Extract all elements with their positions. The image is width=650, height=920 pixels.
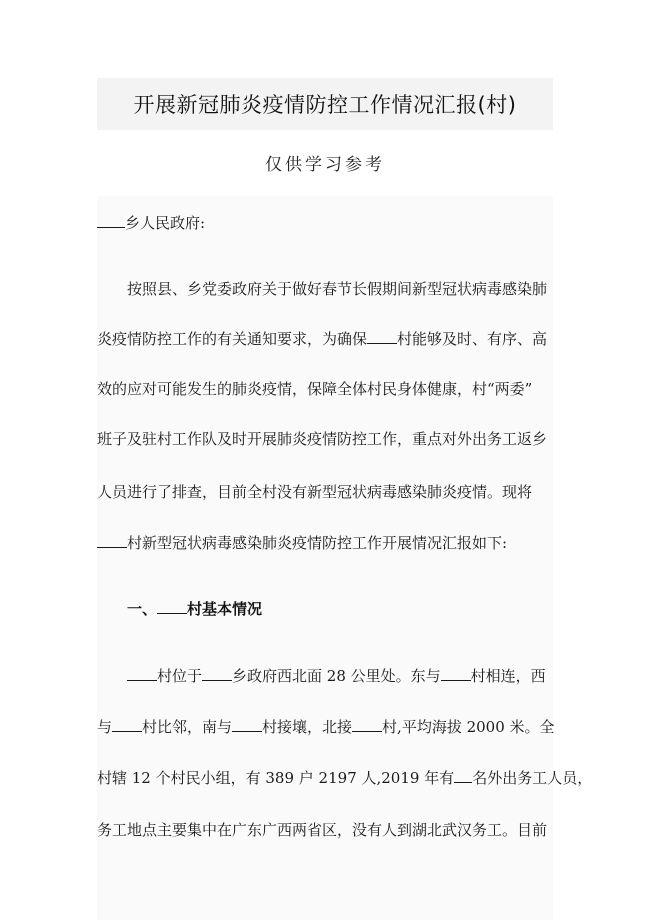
fill-blank bbox=[157, 599, 187, 614]
document-title: 开展新冠肺炎疫情防控工作情况汇报(村) bbox=[133, 93, 517, 117]
intro-text: 炎疫情防控工作的有关通知要求，为确保 bbox=[97, 330, 368, 348]
section-line-1 bbox=[97, 666, 553, 686]
section-line-4 bbox=[97, 820, 553, 840]
intro-text: 班子及驻村工作队及时开展肺炎疫情防控工作，重点对外出务工返乡 bbox=[97, 430, 548, 448]
intro-line-3 bbox=[97, 379, 553, 399]
section-text: 名外出务工人员， bbox=[472, 769, 593, 787]
section-line-3 bbox=[97, 768, 593, 788]
intro-text: 村新型冠状病毒感染肺炎疫情防控工作开展情况汇报如下: bbox=[127, 534, 508, 552]
fill-blank bbox=[367, 329, 397, 344]
section-number: 一、 bbox=[127, 600, 158, 618]
section-text: 乡政府西北面 28 公里处。东与 bbox=[232, 667, 441, 685]
fill-blank bbox=[454, 768, 472, 783]
section-text: 与 bbox=[97, 718, 113, 736]
section-heading bbox=[97, 599, 553, 619]
intro-text: 人员进行了排查，目前全村没有新型冠状病毒感染肺炎疫情。现将 bbox=[97, 483, 533, 501]
intro-line-1 bbox=[97, 279, 553, 299]
body-background bbox=[97, 196, 553, 920]
fill-blank bbox=[112, 717, 142, 732]
fill-blank bbox=[97, 533, 127, 548]
intro-text: 效的应对可能发生的肺炎疫情，保障全体村民身体健康，村“两委” bbox=[97, 380, 533, 398]
section-text: 村比邻，南与 bbox=[142, 718, 233, 736]
intro-line-5 bbox=[97, 482, 553, 502]
fill-blank bbox=[441, 666, 471, 681]
fill-blank bbox=[352, 717, 382, 732]
section-text: 村相连，西 bbox=[470, 667, 546, 685]
fill-blank bbox=[127, 666, 157, 681]
section-text: 村接壤，北接 bbox=[262, 718, 353, 736]
document-subtitle: 仅供学习参考 bbox=[265, 155, 385, 175]
title-band bbox=[97, 78, 553, 130]
section-title: 村基本情况 bbox=[187, 600, 263, 618]
section-text: 村位于 bbox=[157, 667, 203, 685]
fill-blank bbox=[97, 213, 125, 228]
addressee-line bbox=[97, 213, 553, 233]
intro-line-6 bbox=[97, 533, 553, 553]
intro-line-4 bbox=[97, 429, 553, 449]
intro-text: 村能够及时、有序、高 bbox=[397, 330, 548, 348]
addressee-text: 乡人民政府: bbox=[125, 214, 206, 232]
fill-blank bbox=[232, 717, 262, 732]
intro-text: 按照县、乡党委政府关于做好春节长假期间新型冠状病毒感染肺 bbox=[127, 280, 548, 298]
section-text: 务工地点主要集中在广东广西两省区，没有人到湖北武汉务工。目前 bbox=[97, 821, 548, 839]
section-text: 村,平均海拔 2000 米。全 bbox=[382, 718, 555, 736]
fill-blank bbox=[202, 666, 232, 681]
intro-line-2 bbox=[97, 329, 553, 349]
section-text: 村辖 12 个村民小组，有 389 户 2197 人,2019 年有 bbox=[97, 769, 455, 787]
section-line-2 bbox=[97, 717, 553, 737]
